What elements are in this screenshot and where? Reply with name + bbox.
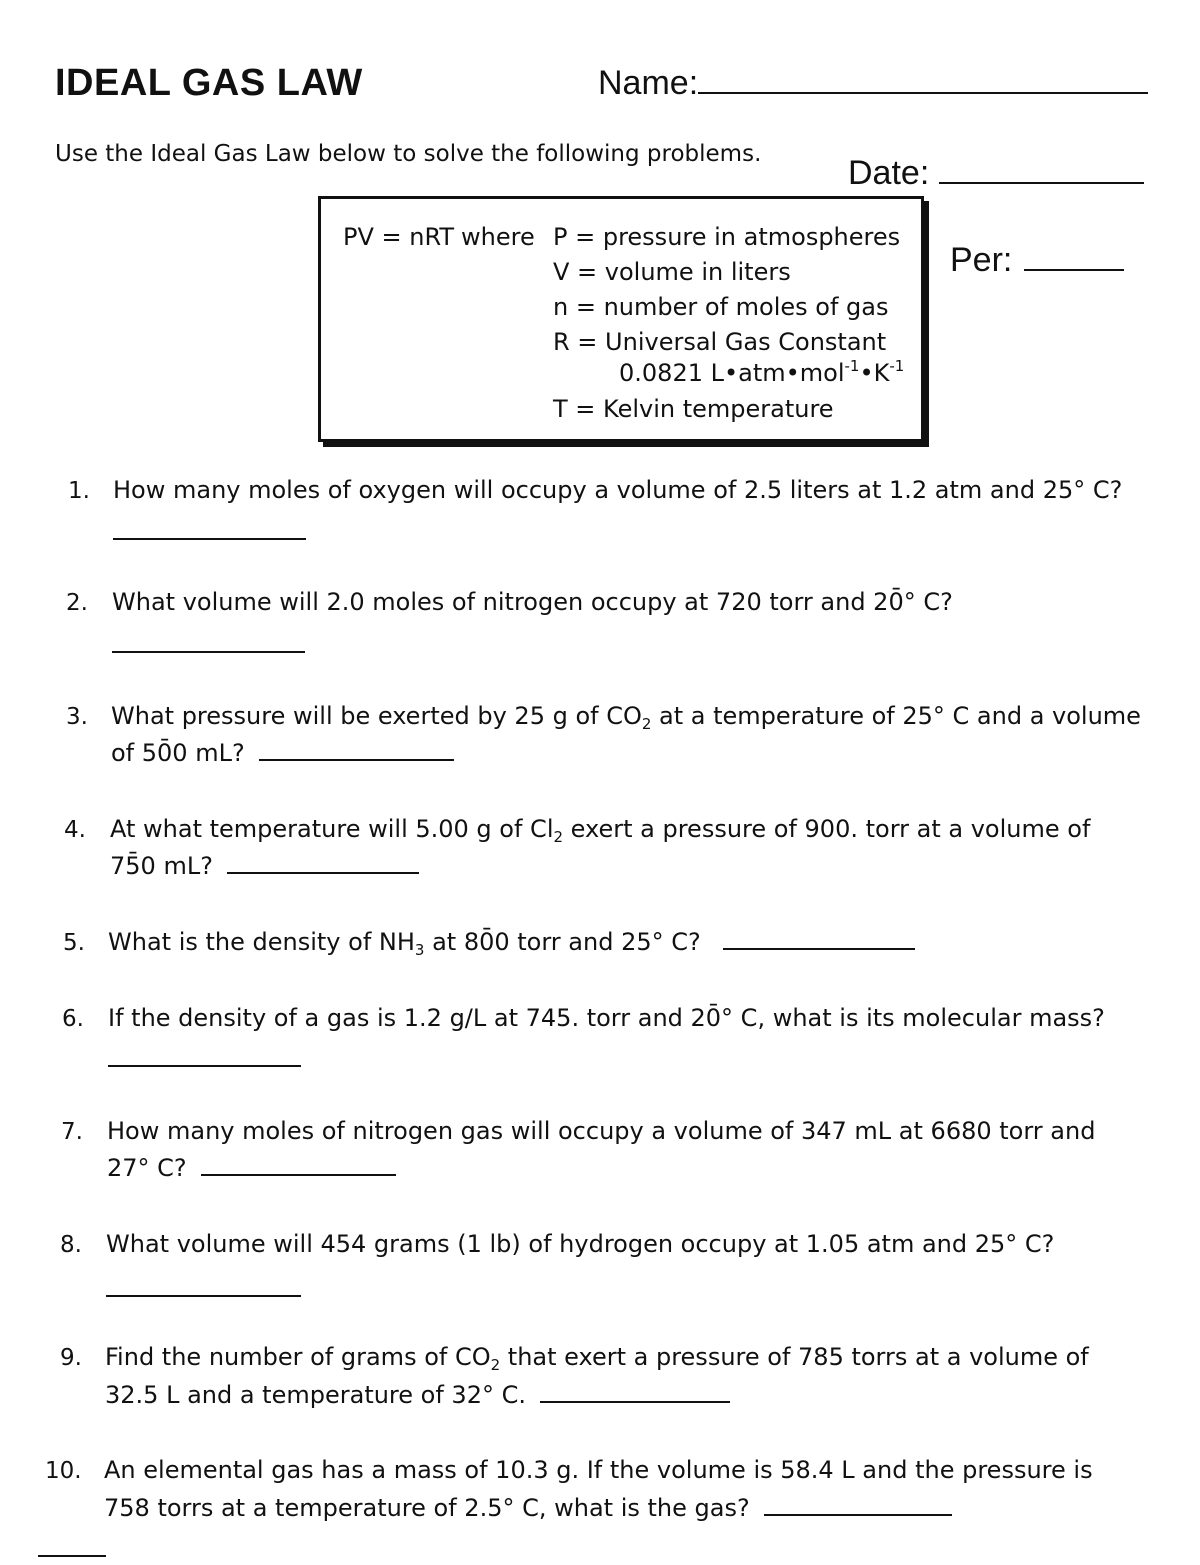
- question-text-line-2: 32.5 L and a temperature of 32° C.: [105, 1377, 730, 1414]
- period-label: Per:: [950, 241, 1013, 279]
- answer-blank[interactable]: [108, 1064, 301, 1067]
- question-number: 4.: [64, 817, 86, 843]
- question-number: 8.: [60, 1232, 82, 1258]
- name-label: Name:: [598, 64, 699, 102]
- question-text-line-2: 758 torrs at a temperature of 2.5° C, what is the gas?: [104, 1490, 952, 1527]
- worksheet-title: IDEAL GAS LAW: [55, 62, 363, 104]
- moles-definition: n = number of moles of gas: [553, 293, 889, 321]
- answer-blank[interactable]: [259, 758, 454, 761]
- pressure-definition: P = pressure in atmospheres: [553, 223, 901, 251]
- question-text: How many moles of oxygen will occupy a volume of 2.5 liters at 1.2 atm and 25° C?: [113, 476, 1123, 504]
- question-number: 7.: [61, 1119, 83, 1145]
- question-text: At what temperature will 5.00 g of $Cl_2$ exert a pressure of 900. torr at a volume of: [110, 815, 1091, 846]
- question-number: 5.: [63, 930, 85, 956]
- question-text-line-2: 27° C?: [107, 1150, 396, 1187]
- answer-blank[interactable]: [112, 650, 305, 653]
- question-text: What volume will 454 grams (1 lb) of hydrogen occupy at 1.05 atm and 25° C?: [106, 1230, 1055, 1258]
- answer-blank[interactable]: [540, 1400, 730, 1403]
- question-number: 9.: [60, 1345, 82, 1371]
- date-field[interactable]: [848, 154, 1144, 193]
- answer-blank[interactable]: [38, 1554, 106, 1557]
- name-blank-line[interactable]: [698, 91, 1148, 94]
- question-text-line-2: 75̄0 mL?: [110, 848, 419, 885]
- question-number: 3.: [66, 704, 88, 730]
- question-number: 2.: [66, 590, 88, 616]
- question-text: What volume will 2.0 moles of nitrogen occupy at 720 torr and 20̄° C?: [112, 588, 953, 616]
- question-text: How many moles of nitrogen gas will occupy a volume of 347 mL at 6680 torr and: [107, 1117, 1096, 1145]
- question-text: What is the density of $NH_3$ at 80̄0 torr and 25° C?: [108, 924, 915, 961]
- question-text: If the density of a gas is 1.2 g/L at 745. torr and 20̄° C, what is its molecular mass?: [108, 1004, 1105, 1032]
- answer-blank[interactable]: [201, 1173, 396, 1176]
- answer-blank[interactable]: [106, 1294, 301, 1297]
- question-text: What pressure will be exerted by 25 g of $CO_2$ at a temperature of 25° C and a volume: [111, 702, 1141, 733]
- date-blank-line[interactable]: [939, 181, 1144, 184]
- period-field[interactable]: [950, 241, 1124, 280]
- formula-equation: PV = nRT: [343, 223, 455, 251]
- answer-blank[interactable]: [227, 871, 419, 874]
- gas-constant-definition: R = Universal Gas Constant: [553, 328, 887, 356]
- question-number: 10.: [45, 1458, 82, 1484]
- question-number: 1.: [68, 478, 90, 504]
- volume-definition: V = volume in liters: [553, 258, 791, 286]
- temperature-definition: T = Kelvin temperature: [553, 395, 834, 423]
- question-text: An elemental gas has a mass of 10.3 g. If the volume is 58.4 L and the pressure is: [104, 1456, 1093, 1484]
- answer-blank[interactable]: [723, 947, 915, 950]
- question-text: Find the number of grams of $CO_2$ that exert a pressure of 785 torrs at a volume of: [105, 1343, 1089, 1374]
- name-field[interactable]: [598, 64, 1148, 103]
- formula-where: where: [461, 223, 535, 251]
- ideal-gas-formula-box: [318, 196, 924, 442]
- period-blank-line[interactable]: [1024, 268, 1124, 271]
- instructions-text: Use the Ideal Gas Law below to solve the following problems.: [55, 141, 762, 167]
- answer-blank[interactable]: [764, 1513, 952, 1516]
- question-number: 6.: [62, 1006, 84, 1032]
- date-label: Date:: [848, 154, 930, 192]
- question-text-line-2: of 50̄0 mL?: [111, 735, 454, 772]
- answer-blank[interactable]: [113, 537, 306, 540]
- gas-constant-value: 0.0821 $L•atm•mol^{-1}•K^{-1}$: [619, 357, 905, 387]
